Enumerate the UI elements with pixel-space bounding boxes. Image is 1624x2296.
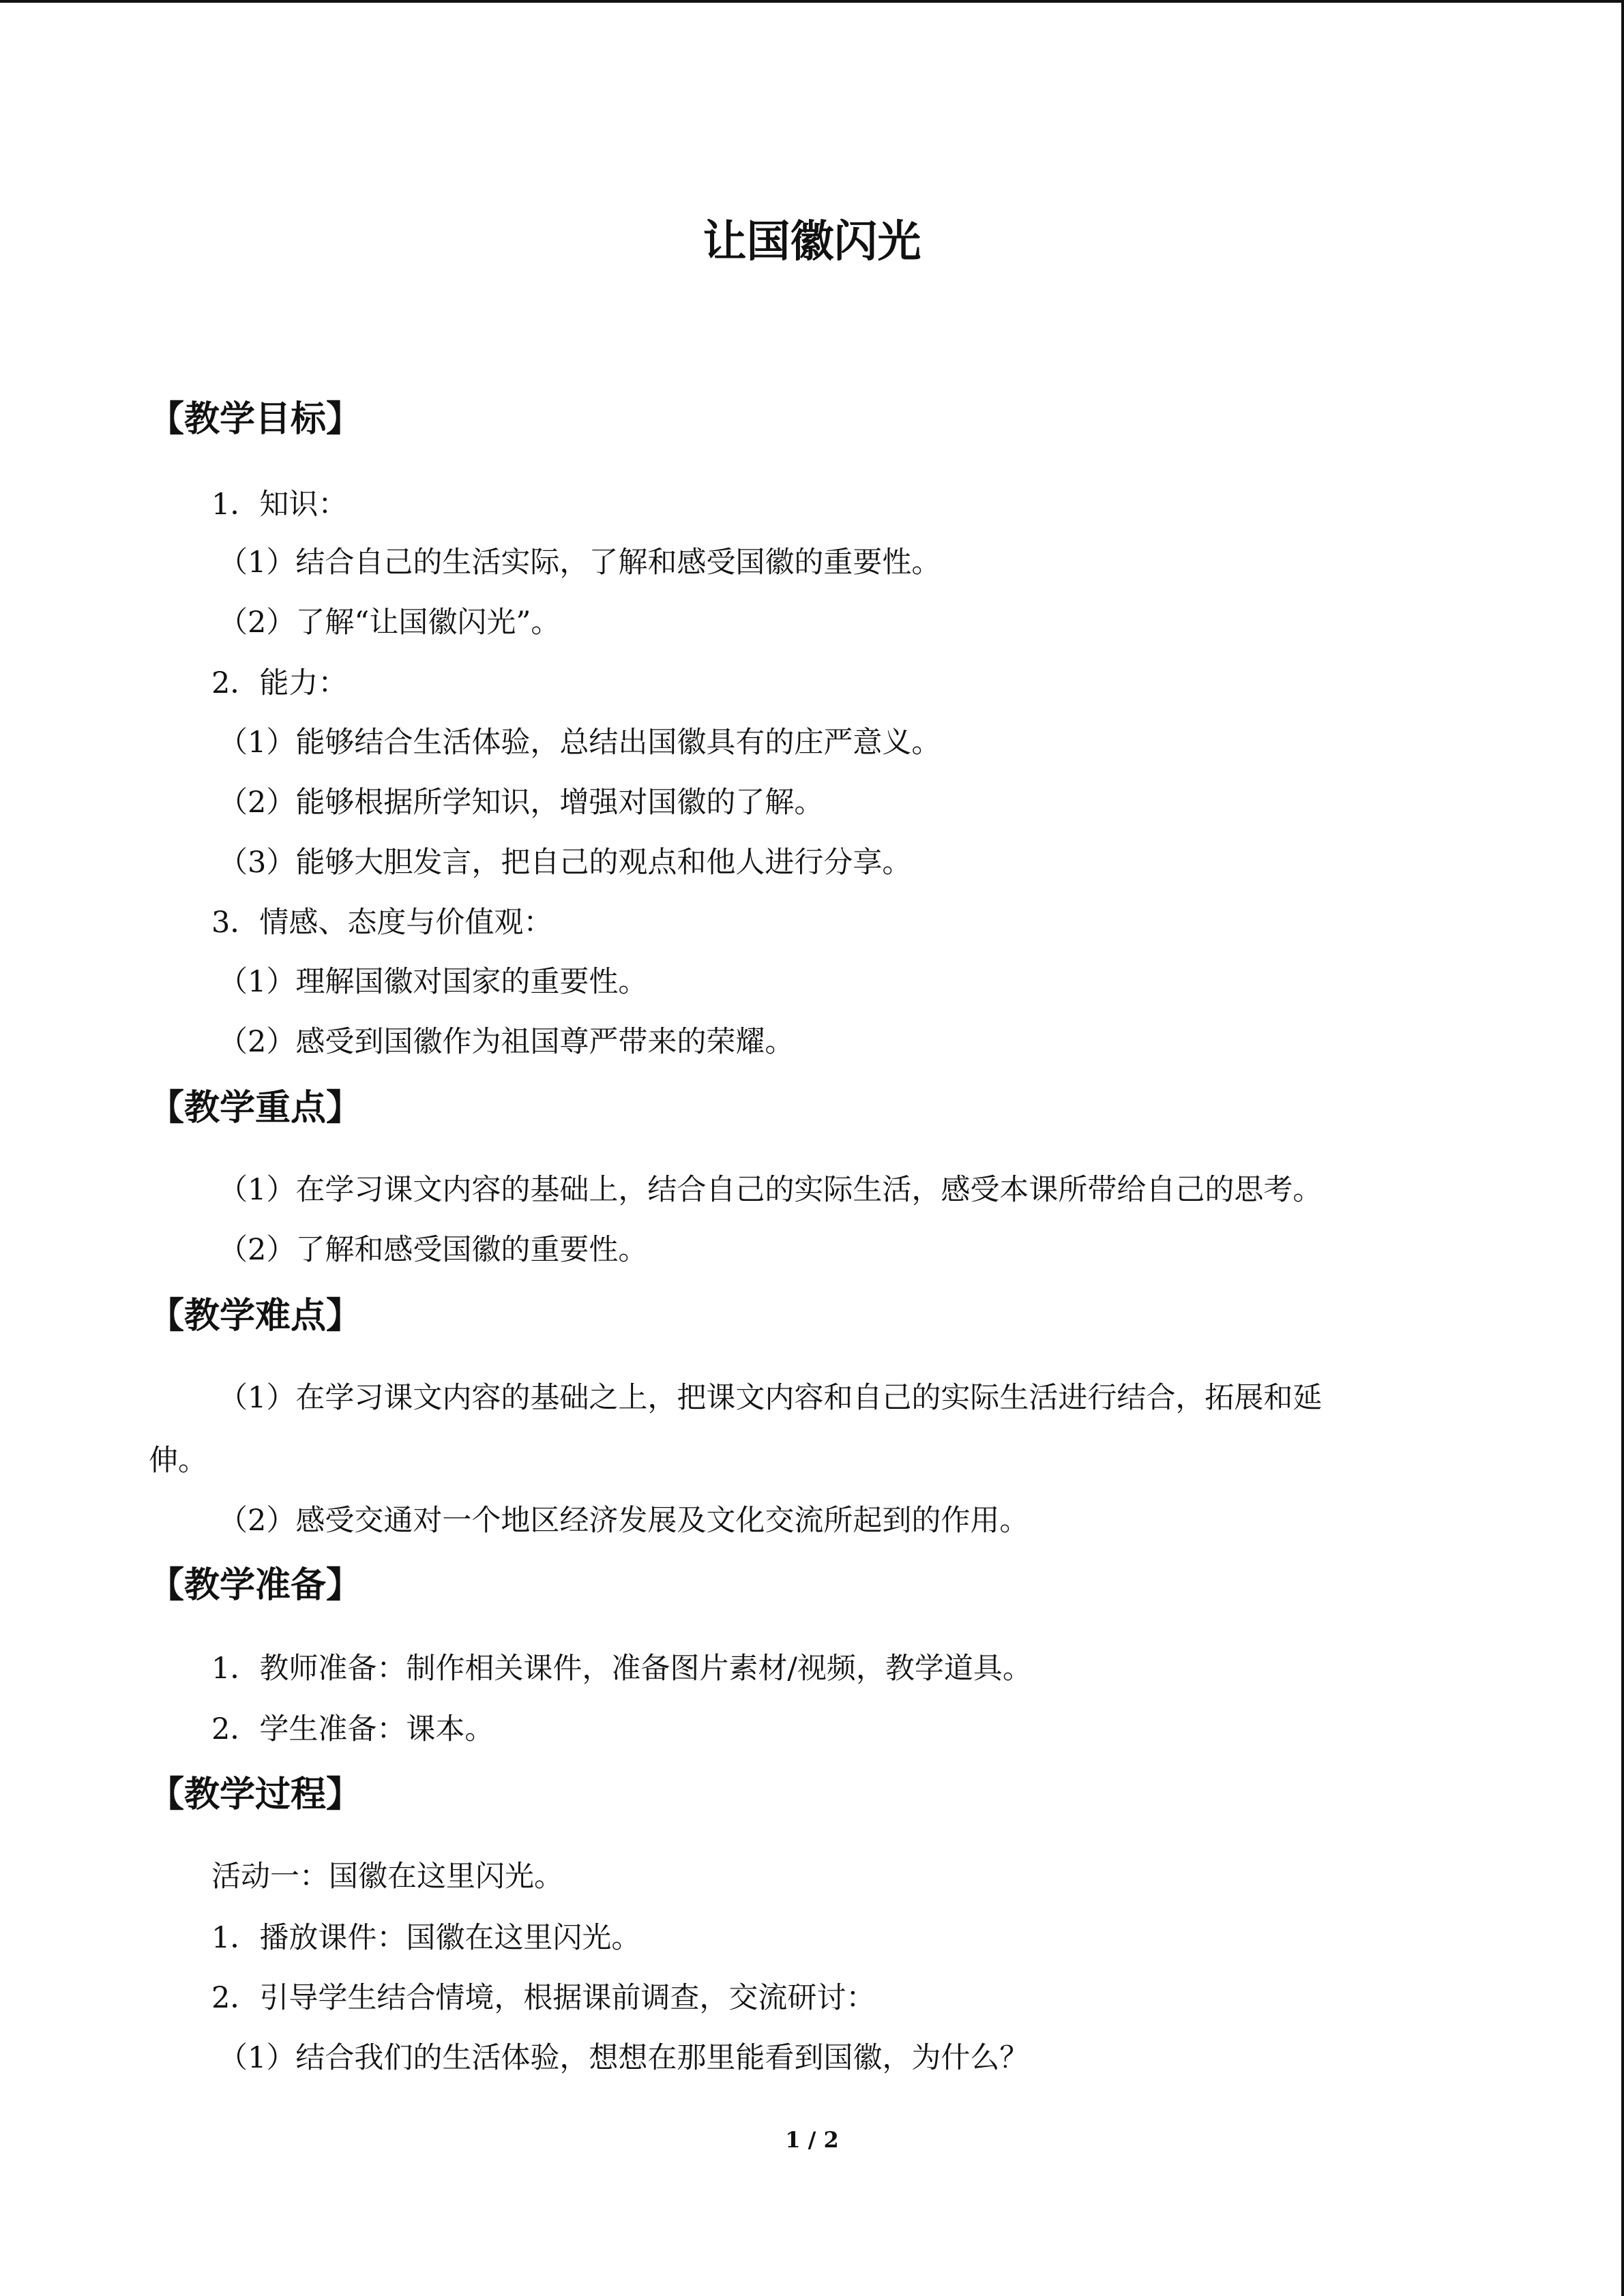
preparation-line: 1．教师准备：制作相关课件，准备图片素材/视频，教学道具。 xyxy=(211,1652,1032,1686)
process-line: （1）结合我们的生活体验，想想在那里能看到国徽，为什么？ xyxy=(218,2041,1029,2075)
preparation-line: 2．学生准备：课本。 xyxy=(211,1712,494,1746)
difficulty-line: 伸。 xyxy=(149,1444,207,1478)
document-title: 让国徽闪光 xyxy=(703,216,921,267)
objective-line: （1）结合自己的生活实际，了解和感受国徽的重要性。 xyxy=(218,546,941,580)
objective-line: （1）理解国徽对国家的重要性。 xyxy=(218,965,648,999)
page-border-top xyxy=(0,0,1624,3)
process-line: 2．引导学生结合情境，根据课前调查，交流研讨： xyxy=(211,1981,876,2015)
difficulty-line: （2）感受交通对一个地区经济发展及文化交流所起到的作用。 xyxy=(218,1504,1029,1538)
key-point-line: （1）在学习课文内容的基础上，结合自己的实际生活，感受本课所带给自己的思考。 xyxy=(218,1173,1323,1207)
objective-line: （2）感受到国徽作为祖国尊严带来的荣耀。 xyxy=(218,1025,795,1059)
page-number: 1 / 2 xyxy=(785,2127,839,2153)
objective-line: （1）能够结合生活体验，总结出国徽具有的庄严意义。 xyxy=(218,726,941,760)
section-heading-key-points: 【教学重点】 xyxy=(149,1087,362,1129)
section-heading-process: 【教学过程】 xyxy=(149,1774,362,1815)
objective-line: （2）能够根据所学知识，增强对国徽的了解。 xyxy=(218,786,824,820)
section-heading-preparation: 【教学准备】 xyxy=(149,1564,362,1606)
section-heading-difficulties: 【教学难点】 xyxy=(149,1295,362,1337)
page-border-right xyxy=(1621,0,1624,2296)
objective-line: 1．知识： xyxy=(211,488,348,522)
key-point-line: （2）了解和感受国徽的重要性。 xyxy=(218,1233,648,1267)
objective-line: 2．能力： xyxy=(211,666,348,700)
objective-line: （2）了解“让国徽闪光”。 xyxy=(218,606,561,640)
objective-line: 3．情感、态度与价值观： xyxy=(211,906,553,940)
objective-line: （3）能够大胆发言，把自己的观点和他人进行分享。 xyxy=(218,846,912,880)
process-line: 活动一：国徽在这里闪光。 xyxy=(211,1860,563,1894)
difficulty-line: （1）在学习课文内容的基础之上，把课文内容和自己的实际生活进行结合，拓展和延 xyxy=(218,1381,1323,1415)
section-heading-objectives: 【教学目标】 xyxy=(149,398,362,440)
process-line: 1．播放课件：国徽在这里闪光。 xyxy=(211,1921,641,1955)
